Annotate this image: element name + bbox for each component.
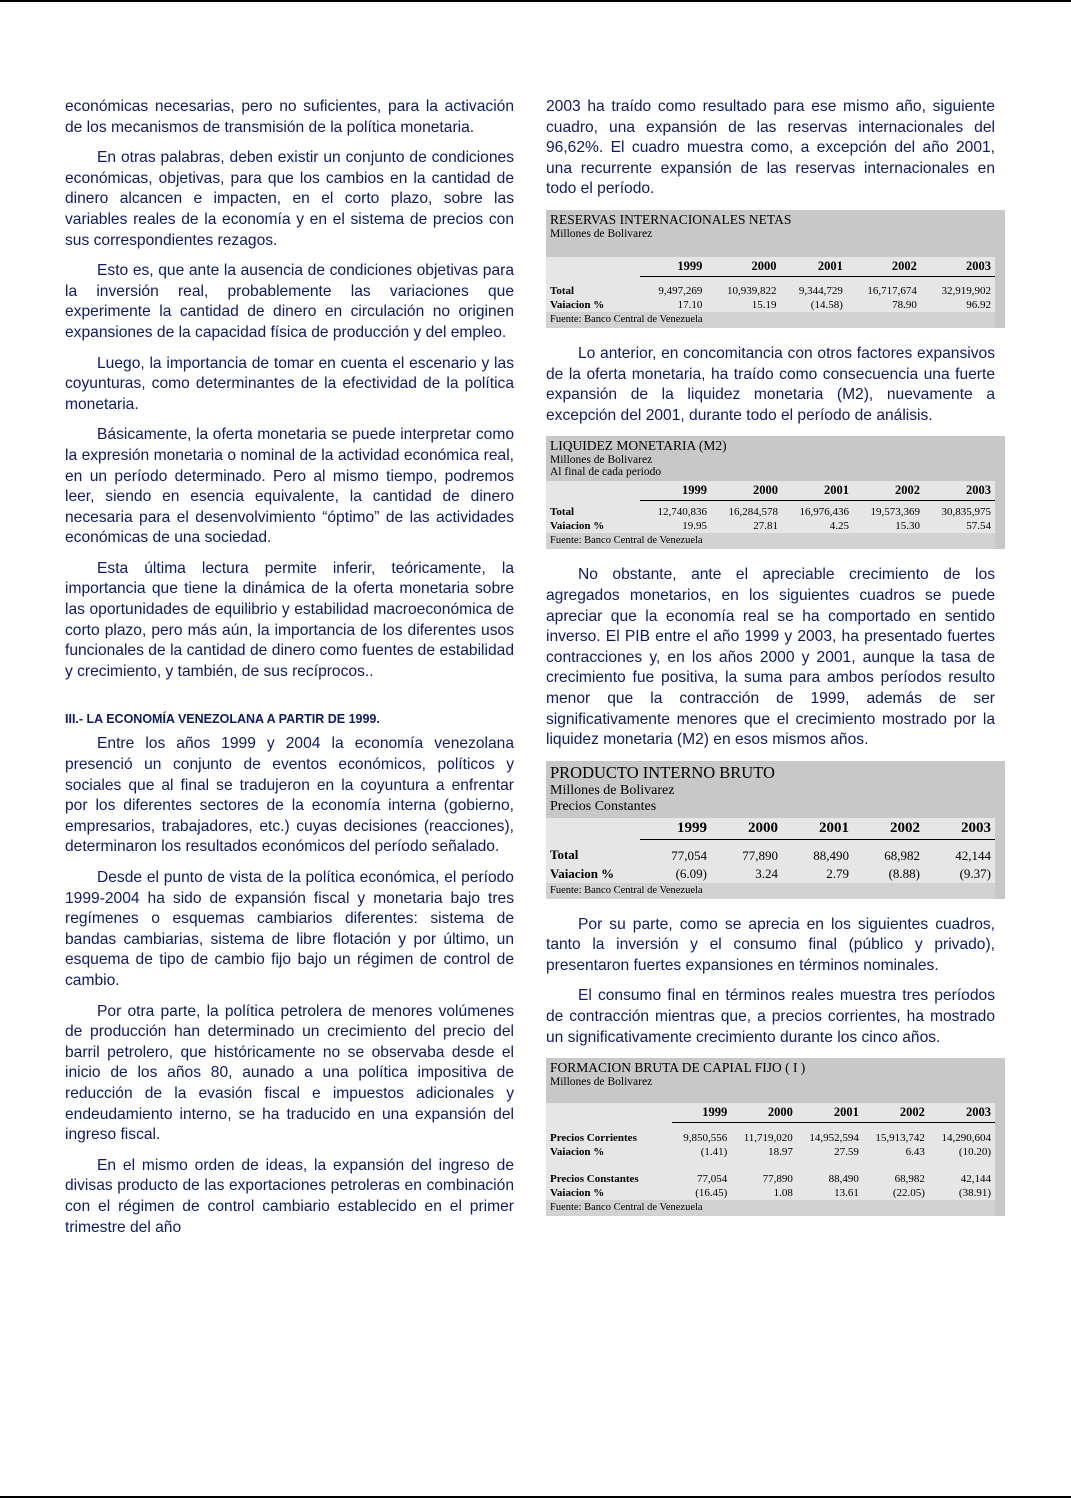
- table-grid: [546, 818, 995, 883]
- paragraph: En otras palabras, deben existir un conjunto de condiciones económicas, objetivas, para que los cambios en la cantidad de dinero alcancen e impacten, en el corto plazo, sobre las variables reales de la economía y en el sistema de precios con sus correspondientes rezagos.: [65, 149, 514, 249]
- table-source: Fuente: Banco Central de Venezuela: [546, 533, 995, 549]
- table-subtitle: Millones de Bolivarez: [550, 782, 675, 798]
- paragraph: Por su parte, como se aprecia en los siguientes cuadros, tanto la inversión y el consumo final (público y privado), presentaron fuertes expansiones en términos nominales.: [546, 915, 995, 974]
- year-header: 2001: [782, 818, 853, 840]
- year-header: 2003: [924, 481, 995, 501]
- paragraph: Esto es, que ante la ausencia de condiciones objetivas para la inversión real, probablemente las variaciones que experimente la cantidad de dinero en circulación no originen expansiones de la capacidad física de producción y del empleo.: [65, 262, 514, 341]
- table-row: Vaiacion % 17.10 15.19 (14.58) 78.90 96.92: [550, 298, 991, 311]
- table-subtitle: Millones de Bolivarez: [550, 454, 653, 467]
- left-column: [65, 97, 514, 1248]
- year-header: 1999: [640, 481, 711, 501]
- table-subtitle: Precios Constantes: [550, 798, 657, 814]
- table-row: Vaiacion % (16.45) 1.08 13.61 (22.05) (38.91): [550, 1187, 991, 1200]
- table-subtitle: Al final de cada periodo: [550, 466, 662, 479]
- table-source: Fuente: Banco Central de Venezuela: [546, 312, 995, 328]
- table-subtitle: Millones de Bolivarez: [550, 227, 653, 240]
- table-grid: [546, 481, 995, 533]
- paragraph: Por otra parte, la política petrolera de menores volúmenes de producción han determinado un crecimiento del precio del barril petrolero, que históricamente no se observaba desde el inicio de los años 80, aunado a una política impositiva de reducción de la evasión fiscal e impuestos adicionales y endeudamiento interno, se ha traducido en una expansión del ingreso fiscal.: [65, 1002, 514, 1144]
- paragraph: económicas necesarias, pero no suficientes, para la activación de los mecanismos de transmisión de la política monetaria.: [65, 98, 514, 136]
- table-title: LIQUIDEZ MONETARIA (M2): [550, 438, 727, 454]
- table-row: Total 9,497,269 10,939,822 9,344,729 16,717,674 32,919,902: [550, 284, 991, 297]
- paragraph: Esta última lectura permite inferir, teóricamente, la importancia que tiene la dinámica de la oferta monetaria sobre las oportunidades de equilibrio y estabilidad macroeconómica de corto plazo, pero más aún, la importancia de los diferentes usos funcionales de la cantidad de dinero como fuentes de estabilidad y crecimiento, y también, de sus recíprocos..: [65, 559, 514, 680]
- table-grid: [546, 1103, 995, 1200]
- year-header: 2001: [780, 257, 846, 277]
- table-row: Precios Corrientes 9,850,556 11,719,020 14,952,594 15,913,742 14,290,604: [550, 1132, 991, 1145]
- table-row: Vaiacion % 19.95 27.81 4.25 15.30 57.54: [550, 520, 991, 533]
- year-header: 2003: [924, 818, 995, 840]
- table-title: PRODUCTO INTERNO BRUTO: [550, 762, 775, 782]
- paragraph: Entre los años 1999 y 2004 la economía venezolana presenció un conjunto de eventos económicos, políticos y sociales que al final se tradujeron en la coyuntura a enfrentar por los diferentes sectores de la economía interna (gobierno, empresarios, trabajadores, etc.) cuyas decisiones (reacciones), determinaron los resultados económicos del período señalado.: [65, 735, 514, 856]
- page-bottom-border: [0, 1496, 1071, 1498]
- table-row: Vaiacion % (6.09) 3.24 2.79 (8.88) (9.37): [550, 865, 991, 881]
- table-source: Fuente: Banco Central de Venezuela: [546, 883, 995, 899]
- year-header: 1999: [640, 818, 711, 840]
- table-subtitle: Millones de Bolivarez: [550, 1076, 653, 1089]
- table-title: FORMACION BRUTA DE CAPIAL FIJO ( I ): [550, 1060, 806, 1076]
- year-header: 2000: [706, 257, 780, 277]
- year-header: 1999: [672, 1103, 731, 1123]
- year-header: 2000: [731, 1103, 797, 1123]
- paragraph: No obstante, ante el apreciable crecimiento de los agregados monetarios, en los siguientes cuadros se puede apreciar que la economía real se ha comportado en sentido inverso. El PIB entre el año 1999 y 2003, ha presentado fuertes contracciones y, en los años 2000 y 2001, aunque la tasa de crecimiento fue positiva, la suma para ambos períodos resulto menor que la contracción de 1999, además de ser significativamente menores que el crecimiento mostrado por la liquidez monetaria (M2) en esos mismos años.: [546, 566, 995, 749]
- table-title: RESERVAS INTERNACIONALES NETAS: [550, 211, 792, 227]
- year-header: 2001: [782, 481, 853, 501]
- year-header: 2001: [797, 1103, 863, 1123]
- paragraph: Desde el punto de vista de la política económica, el período 1999-2004 ha sido de expansión fiscal y monetaria bajo tres regímenes o esquemas cambiarios diferentes: sistema de bandas cambiarias, sistema de libre flotación y por último, un esquema de tipo de cambio fijo bajo un régimen de control de cambio.: [65, 869, 514, 989]
- table-row: Total 77,054 77,890 88,490 68,982 42,144: [550, 847, 991, 863]
- year-header: 2003: [921, 257, 995, 277]
- year-header: 2002: [847, 257, 921, 277]
- year-header: 2002: [853, 481, 924, 501]
- table-producto-interno-bruto: [546, 761, 995, 899]
- year-header: 2003: [929, 1103, 995, 1123]
- year-header: 1999: [640, 257, 706, 277]
- table-row: Total 12,740,836 16,284,578 16,976,436 19,573,369 30,835,975: [550, 506, 991, 519]
- paragraph: Lo anterior, en concomitancia con otros factores expansivos de la oferta monetaria, ha traído como consecuencia una fuerte expansión de la liquidez monetaria (M2), nuevamente a excepción del 2001, durante todo el período de análisis.: [546, 344, 995, 424]
- page-top-border: [0, 0, 1071, 2]
- table-liquidez-monetaria: [546, 436, 995, 549]
- paragraph: En el mismo orden de ideas, la expansión del ingreso de divisas producto de las exportaciones petroleras en combinación con el régimen de control cambiario establecido en el primer trimestre del año: [65, 1156, 514, 1236]
- paragraph: 2003 ha traído como resultado para ese mismo año, siguiente cuadro, una expansión de las reservas internacionales del 96,62%. El cuadro muestra como, a excepción del año 2001, una recurrente expansión de las reservas internacionales en todo el período.: [546, 98, 995, 198]
- year-header: 2002: [853, 818, 924, 840]
- table-grid: [546, 257, 995, 312]
- table-row: Vaiacion % (1.41) 18.97 27.59 6.43 (10.20): [550, 1146, 991, 1159]
- table-source: Fuente: Banco Central de Venezuela: [546, 1200, 995, 1216]
- table-reservas-internacionales: [546, 210, 995, 328]
- paragraph: El consumo final en términos reales muestra tres períodos de contracción mientras que, a precios corrientes, ha mostrado un significativamente crecimiento durante los cinco años.: [546, 987, 995, 1046]
- table-row: Precios Constantes 77,054 77,890 88,490 68,982 42,144: [550, 1173, 991, 1186]
- table-formacion-bruta-capital-fijo: [546, 1058, 995, 1216]
- paragraph: Luego, la importancia de tomar en cuenta el escenario y las coyunturas, como determinantes de la efectividad de la política monetaria.: [65, 354, 514, 413]
- paragraph: Básicamente, la oferta monetaria se puede interpretar como la expresión monetaria o nominal de la actividad económica real, en un período determinado. Pero al mismo tiempo, podremos leer, siendo en esencia equivalente, la cantidad de dinero necesaria para el desenvolvimiento “óptimo” de las actividades económicas de una sociedad.: [65, 426, 514, 547]
- section-heading: III.- LA ECONOMÍA VENEZOLANA A PARTIR DE 1999.: [65, 712, 380, 727]
- year-header: 2000: [711, 818, 782, 840]
- year-header: 2000: [711, 481, 782, 501]
- right-column: [546, 97, 995, 1232]
- year-header: 2002: [863, 1103, 929, 1123]
